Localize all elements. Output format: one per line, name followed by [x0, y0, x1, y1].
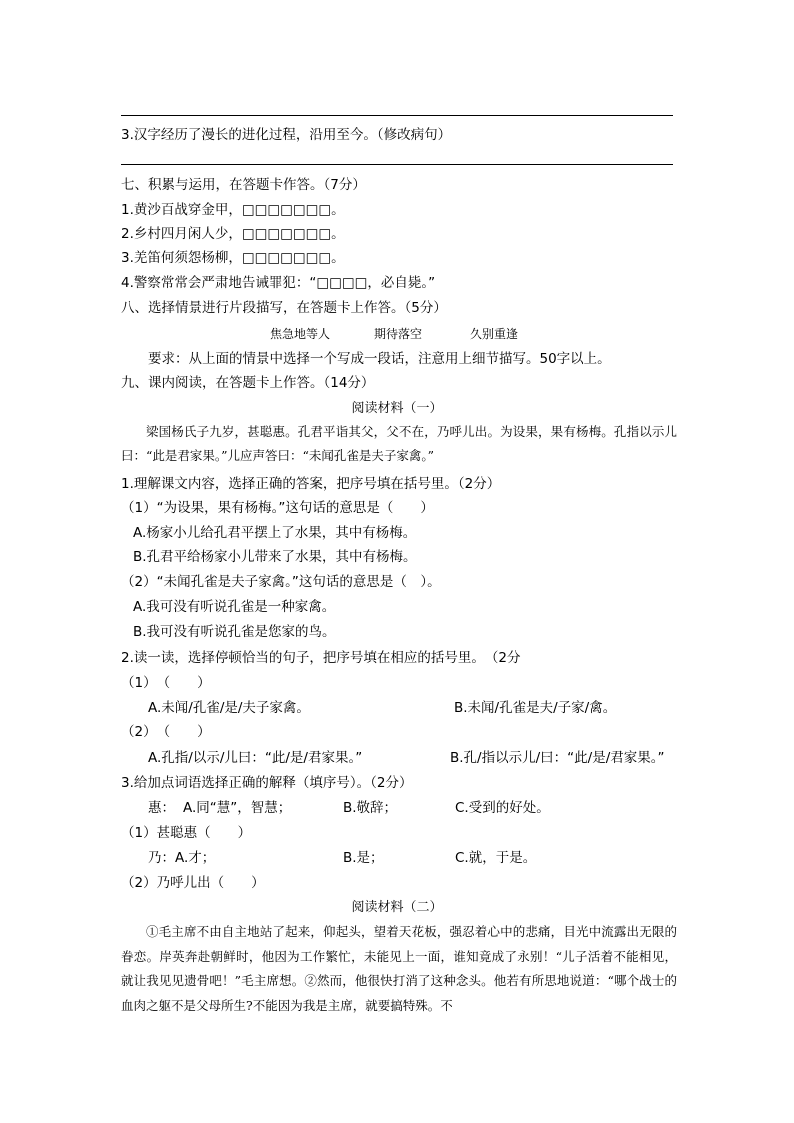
q2-sub1-option-a: A.未闻/孔雀/是/夫子家禽。 [148, 700, 310, 716]
q1-stem: 1.理解课文内容，选择正确的答案，把序号填在括号里。（2分） [121, 476, 501, 492]
section-8-heading: 八、选择情景进行片段描写，在答题卡上作答。（5分） [121, 300, 447, 316]
hui-option-b: B.敬辞； [343, 800, 398, 816]
nai-option-c: C.就，于是。 [455, 850, 537, 866]
section-9-heading: 九、课内阅读，在答题卡上作答。（14分） [121, 375, 375, 391]
q2-sub2: （2） （ ） [121, 724, 211, 740]
reading-material-1-text: 梁国杨氏子九岁，甚聪惠。孔君平诣其父，父不在，乃呼儿出。为设果，果有杨梅。孔指以示儿曰：“此是君家果。”儿应声答曰：“未闻孔雀是夫子家禽。” [121, 424, 677, 463]
scene-option: 焦急地等人 [270, 327, 331, 341]
nai-option-b: B.是； [343, 850, 384, 866]
q2-stem: 2.读一读，选择停顿恰当的句子，把序号填在相应的括号里。 （2分 [121, 650, 521, 666]
q3-sub2: （2）乃呼儿出（ ） [121, 875, 265, 891]
question-3-revise-sentence: 3.汉字经历了漫长的进化过程，沿用至今。（修改病句） [121, 127, 452, 143]
reading-material-2-title: 阅读材料（二） [351, 900, 443, 915]
nai-label: 乃： [148, 850, 175, 866]
nai-option-a: A.才； [175, 850, 216, 866]
poem-fill-item: 1.黄沙百战穿金甲，□□□□□□□。 [121, 202, 345, 218]
q1-sub1-option-a: A.杨家小儿给孔君平摆上了水果，其中有杨梅。 [133, 525, 417, 541]
reading-material-1-title: 阅读材料（一） [351, 401, 443, 416]
answer-line [121, 115, 673, 116]
q2-sub1: （1） （ ） [121, 675, 211, 691]
q1-sub2: （2）“未闻孔雀是夫子家禽。”这句话的意思是（ ）。 [121, 574, 441, 590]
proverb-fill-item: 4.警察常常会严肃地告诫罪犯：“□□□□，必自毙。” [121, 275, 436, 291]
q1-sub2-option-a: A.我可没有听说孔雀是一种家禽。 [133, 599, 336, 615]
hui-option-a: A.同“慧”，智慧； [183, 800, 292, 816]
reading-material-2-text: ①毛主席不由自主地站了起来，仰起头，望着天花板，强忍着心中的悲痛，目光中流露出无限的眷恋。岸英奔赴朝鲜时，他因为工作繁忙，未能见上一面，谁知竟成了永别！“儿子活着不能相见，就让我见见遗骨吧！”毛主席想。②然而，他很快打消了这种念头。他若有所思地说道：“哪个战士的血肉之躯不是父母所生?不能因为我是主席，就要搞特殊。不 [121, 924, 677, 1013]
writing-requirement: 要求：从上面的情景中选择一个写成一段话，注意用上细节描写。50字以上。 [148, 351, 611, 367]
scene-options [121, 324, 673, 344]
scene-option: 久别重逢 [470, 327, 519, 341]
q1-sub1-option-b: B.孔君平给杨家小儿带来了水果，其中有杨梅。 [133, 549, 417, 565]
answer-line [121, 164, 673, 165]
q1-sub2-option-b: B.我可没有听说孔雀是您家的鸟。 [133, 624, 336, 640]
hui-label: 惠： [148, 800, 175, 816]
q2-sub2-option-b: B.孔/指以示儿/曰：“此/是/君家果。” [450, 750, 665, 766]
q1-sub1: （1）“为设果，果有杨梅。”这句话的意思是（ ） [121, 500, 434, 516]
poem-fill-item: 3.羌笛何须怨杨柳，□□□□□□□。 [121, 250, 345, 266]
poem-fill-item: 2.乡村四月闲人少，□□□□□□□。 [121, 226, 345, 242]
q3-sub1: （1）甚聪惠（ ） [121, 825, 252, 841]
q3-stem: 3.给加点词语选择正确的解释（填序号）。（2分） [121, 775, 413, 791]
hui-option-c: C.受到的好处。 [455, 800, 550, 816]
q2-sub1-option-b: B.未闻/孔雀是夫/子家/禽。 [454, 700, 617, 716]
scene-option: 期待落空 [374, 327, 423, 341]
section-7-heading: 七、积累与运用，在答题卡作答。（7分） [121, 177, 366, 193]
q2-sub2-option-a: A.孔指/以示/儿曰：“此/是/君家果。” [148, 750, 363, 766]
